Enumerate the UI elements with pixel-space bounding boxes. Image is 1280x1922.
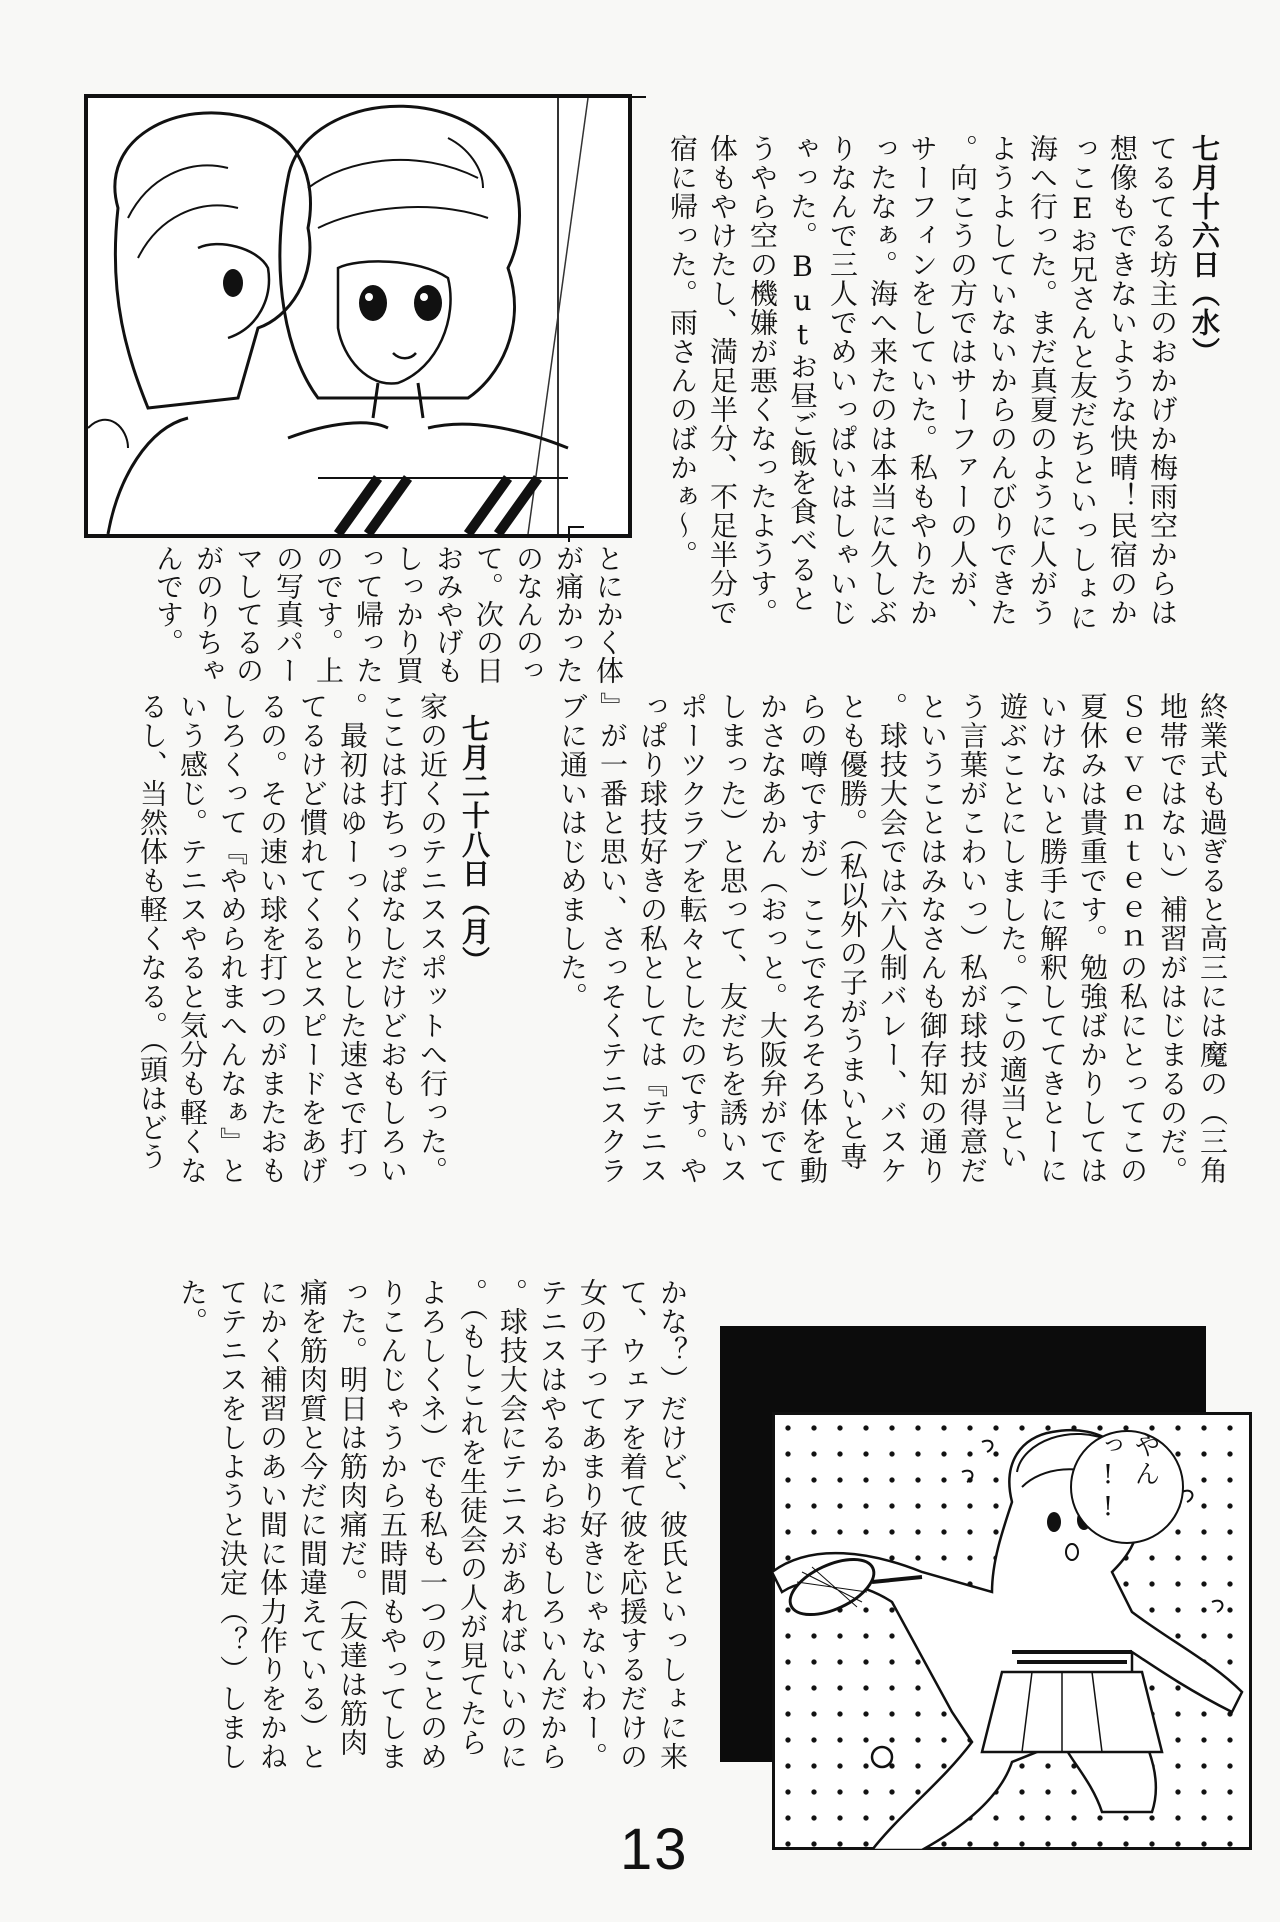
text-column: しまった）と思って、友だちを誘いス bbox=[716, 692, 749, 1185]
text-column: 痛を筋肉質と今だに間違えている）と bbox=[296, 1278, 329, 1771]
text-column: んです。 bbox=[152, 544, 185, 656]
text-column: ここは打ちっぱなしだけどおもしろい bbox=[376, 692, 409, 1185]
text-column: のです。上 bbox=[312, 544, 345, 684]
text-column: 』が一番と思い、さっそくテニスクラ bbox=[596, 692, 629, 1185]
text-column: った。明日は筋肉痛だ。（友達は筋肉 bbox=[336, 1278, 369, 1757]
page-number: 13 bbox=[620, 1817, 689, 1882]
text-column: るの。その速い球を打つのがまたおも bbox=[256, 692, 289, 1185]
text-column: ようよしていないからのんびりできた bbox=[986, 134, 1019, 627]
text-column: にかく補習のあい間に体力作りをかね bbox=[256, 1278, 289, 1771]
text-column: るし、当然体も軽くなる。（頭はどう bbox=[136, 692, 169, 1171]
text-column: かな？）だけど、彼氏といっしょに来 bbox=[656, 1278, 689, 1771]
text-column: テニスはやるからおもしろいんだから bbox=[536, 1278, 569, 1771]
text-column: ブに通いはじめました。 bbox=[556, 692, 589, 1011]
girls-drawing bbox=[88, 98, 628, 534]
text-column: 。向こうの方ではサーファーの人が、 bbox=[946, 134, 979, 627]
illustration-beach-girls bbox=[84, 94, 632, 538]
text-column: てるけど慣れてくるとスピードをあげ bbox=[296, 692, 329, 1185]
text-column: とも優勝。（私以外の子がうまいと専 bbox=[836, 692, 869, 1171]
text-column: っぱり球技好きの私としては『テニス bbox=[636, 692, 669, 1185]
text-column: 地帯ではない）補習がはじまるのだ。 bbox=[1156, 692, 1189, 1185]
text-column: て、ウェアを着て彼を応援するだけの bbox=[616, 1278, 649, 1771]
text-column: 。球技大会では六人制バレー、バスケ bbox=[876, 692, 909, 1185]
text-column: って帰った bbox=[352, 544, 385, 684]
text-column: りこんじゃうから五時間もやってしま bbox=[376, 1278, 409, 1771]
text-column: マしてるの bbox=[232, 544, 265, 684]
text-column: てテニスをしようと決定（？）しまし bbox=[216, 1278, 249, 1771]
text-column: ったなぁ。海へ来たのは本当に久しぶ bbox=[866, 134, 899, 627]
text-column: 。（もしこれを生徒会の人が見てたら bbox=[456, 1278, 489, 1757]
text-column: Ｓｅｖｅｎｔｅｅｎの私にとってこの bbox=[1116, 692, 1149, 1185]
text-column: のなんのっ bbox=[512, 544, 545, 684]
text-column: 夏休みは貴重です。勉強ばかりしては bbox=[1076, 692, 1109, 1185]
quote-bracket bbox=[568, 526, 584, 542]
text-column: てるてる坊主のおかげか梅雨空からは bbox=[1146, 134, 1179, 627]
text-column: 想像もできないような快晴！民宿のか bbox=[1106, 134, 1139, 627]
text-column: ゃった。Butお昼ご飯を食べると bbox=[786, 134, 819, 613]
text-column: らの噂ですが）ここでそろそろ体を動 bbox=[796, 692, 829, 1185]
text-column: 宿に帰った。雨さんのばかぁ～。 bbox=[666, 134, 699, 569]
text-column: いけないと勝手に解釈しててきとーに bbox=[1036, 692, 1069, 1185]
text-column: しろくって『やめられまへんなぁ』と bbox=[216, 692, 249, 1185]
text-column: 海へ行った。まだ真夏のように人がう bbox=[1026, 134, 1059, 627]
text-column: 終業式も過ぎると高三には魔の（三角 bbox=[1196, 692, 1229, 1185]
text-column: サーフィンをしていた。私もやりたか bbox=[906, 134, 939, 627]
text-column: っこEお兄さんと友だちといっしょに bbox=[1066, 134, 1099, 632]
entry-0716-heading: 七月十六日（水） bbox=[1188, 134, 1221, 366]
text-column: よろしくネ）でも私も一つのことのめ bbox=[416, 1278, 449, 1771]
text-column: 家の近くのテニススポットへ行った。 bbox=[416, 692, 449, 1185]
text-column: が痛かった bbox=[552, 544, 585, 684]
entry-0728-heading: 七月二十八日（月） bbox=[458, 714, 491, 975]
text-column: の写真パー bbox=[272, 544, 305, 684]
text-column: う言葉がこわいっ）私が球技が得意だ bbox=[956, 692, 989, 1185]
speech-bubble: やんっ!! bbox=[1070, 1430, 1184, 1544]
text-column: た。 bbox=[176, 1278, 209, 1336]
text-column: 遊ぶことにしました。（この適当とい bbox=[996, 692, 1029, 1171]
text-column: とにかく体 bbox=[592, 544, 625, 684]
text-column: 。最初はゆーっくりとした速さで打っ bbox=[336, 692, 369, 1185]
text-column: おみやげも bbox=[432, 544, 465, 684]
text-column: ということはみなさんも御存知の通り bbox=[916, 692, 949, 1185]
text-column: 女の子ってあまり好きじゃないわー。 bbox=[576, 1278, 609, 1771]
text-column: 。球技大会にテニスがあればいいのに bbox=[496, 1278, 529, 1771]
text-column: ポーツクラブを転々としたのです。や bbox=[676, 692, 709, 1185]
text-column: しっかり買 bbox=[392, 544, 425, 684]
quote-bracket bbox=[630, 96, 646, 112]
text-column: うやら空の機嫌が悪くなったようす。 bbox=[746, 134, 779, 627]
text-column: 体もやけたし、満足半分、不足半分で bbox=[706, 134, 739, 627]
text-column: かさなあかん（おっと。大阪弁がでて bbox=[756, 692, 789, 1185]
text-column: て。次の日 bbox=[472, 544, 505, 684]
text-column: いう感じ。テニスやると気分も軽くな bbox=[176, 692, 209, 1185]
text-column: がのりちゃ bbox=[192, 544, 225, 684]
text-column: りなんで三人でめいっぱいはしゃいじ bbox=[826, 134, 859, 627]
